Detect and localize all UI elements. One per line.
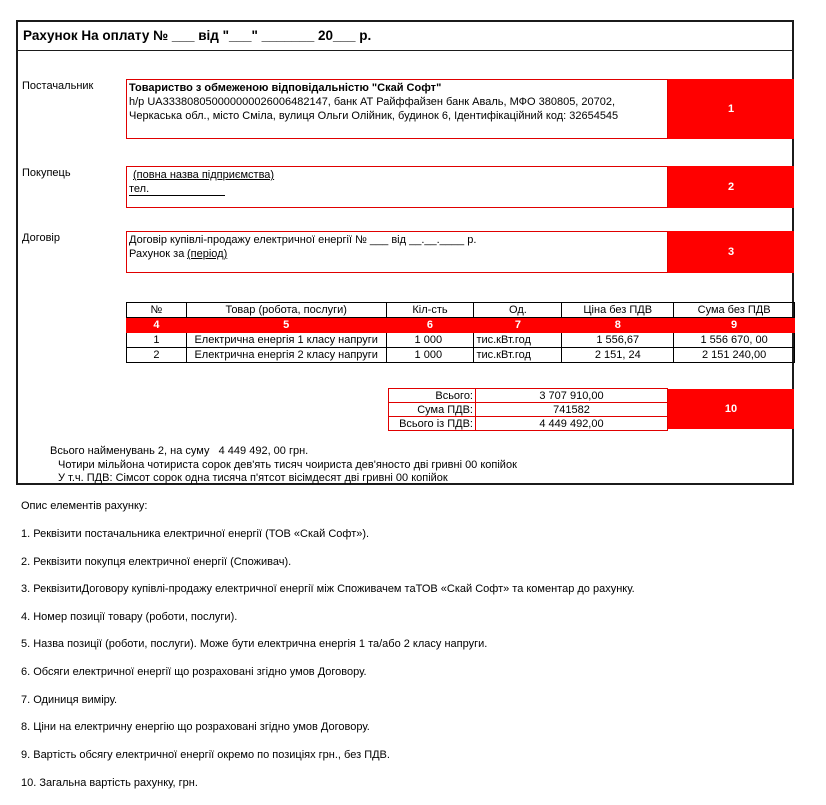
invoice-period-field: (період): [187, 248, 228, 260]
row-price: 2 151, 24: [562, 348, 674, 363]
marker-3: 3: [668, 231, 794, 273]
header-cell: Од.: [474, 303, 562, 318]
description-item: 9. Вартість обсягу електричної енергії окремо по позиціях грн., без ПДВ.: [21, 749, 390, 761]
table-header-row: [127, 303, 795, 318]
vat-value: 741582: [476, 403, 668, 417]
total-vat-label: Всього із ПДВ:: [389, 417, 476, 431]
contract-box: [126, 231, 668, 273]
vat-label: Сума ПДВ:: [389, 403, 476, 417]
row-number: 1: [127, 333, 187, 348]
marker-9: 9: [674, 318, 795, 333]
header-cell: №: [127, 303, 187, 318]
totals-table: [388, 388, 668, 431]
description-item: 2. Реквізити покупця електричної енергії (Споживач).: [21, 556, 292, 568]
marker-4: 4: [127, 318, 187, 333]
row-sum: 2 151 240,00: [674, 348, 795, 363]
invoice-title: Рахунок На оплату № ___ від "___" _______ 20___ р.: [23, 28, 372, 43]
row-quantity: 1 000: [386, 333, 474, 348]
row-product: Електрична енергія 2 класу напруги: [186, 348, 386, 363]
marker-7: 7: [474, 318, 562, 333]
marker-2: 2: [668, 166, 794, 208]
description-heading: Опис елементів рахунку:: [21, 500, 148, 512]
buyer-label: Покупець: [22, 167, 71, 179]
description-item: 3. РеквізитиДоговору купівлі-продажу електричної енергії між Споживачем таТОВ «Скай Софт» та коментар до рахунку.: [21, 583, 635, 595]
total-vat-value: 4 449 492,00: [476, 417, 668, 431]
description-item: 10. Загальна вартість рахунку, грн.: [21, 777, 198, 789]
marker-5: 5: [186, 318, 386, 333]
marker-1: 1: [668, 79, 794, 139]
summary-total: Всього найменувань 2, на суму 4 449 492, 00 грн.: [50, 445, 309, 457]
description-item: 4. Номер позиції товару (роботи, послуги).: [21, 611, 238, 623]
row-product: Електрична енергія 1 класу напруги: [186, 333, 386, 348]
marker-6: 6: [386, 318, 474, 333]
vat-row: [389, 403, 668, 417]
buyer-name-field: (повна назва підприємства): [133, 169, 275, 181]
supplier-address: Черкаська обл., місто Сміла, вулиця Ольги Олійник, будинок 6, Ідентифікаційний код: 32654545: [129, 110, 619, 122]
invoice-period-prefix: Рахунок за: [129, 248, 185, 260]
header-cell: Кіл-сть: [386, 303, 474, 318]
invoice-title-row: [16, 20, 794, 51]
description-item: 1. Реквізити постачальника електричної енергії (ТОВ «Скай Софт»).: [21, 528, 370, 540]
row-price: 1 556,67: [562, 333, 674, 348]
description-item: 7. Одиниця виміру.: [21, 694, 118, 706]
summary-vat-words: У т.ч. ПДВ: Сімсот сорок одна тисяча п'ятсот вісімдесят дві гривні 00 копійок: [58, 472, 448, 484]
header-cell: Ціна без ПДВ: [562, 303, 674, 318]
buyer-box: [126, 166, 668, 208]
supplier-bank: h/p UA333808050000000026006482147, банк АТ Райффайзен банк Аваль, МФО 380805, 20702,: [129, 96, 616, 108]
row-number: 2: [127, 348, 187, 363]
total-value: 3 707 910,00: [476, 389, 668, 403]
table-row: [127, 348, 795, 363]
summary-amount-words: Чотири мільйона чотириста сорок дев'ять тисяч чоириста дев'яносто дві гривні 00 копійок: [58, 459, 517, 471]
supplier-box: [126, 79, 668, 139]
contract-label: Договір: [22, 232, 60, 244]
header-cell: Товар (робота, послуги): [186, 303, 386, 318]
marker-row: [127, 318, 795, 333]
description-item: 6. Обсяги електричної енергії що розраховані згідно умов Договору.: [21, 666, 367, 678]
header-cell: Сума без ПДВ: [674, 303, 795, 318]
total-row: [389, 389, 668, 403]
description-item: 8. Ціни на електричну енергію що розраховані згідно умов Договору.: [21, 721, 370, 733]
marker-10: 10: [668, 389, 794, 429]
row-unit: тис.кВт.год: [474, 333, 562, 348]
supplier-name: Товариство з обмеженою відповідальністю "Скай Софт": [129, 82, 442, 94]
table-row: [127, 333, 795, 348]
row-sum: 1 556 670, 00: [674, 333, 795, 348]
description-item: 5. Назва позиції (роботи, послуги). Може бути електрична енергія 1 та/або 2 класу напруги.: [21, 638, 488, 650]
buyer-phone-field: тел.: [129, 183, 225, 196]
items-table: [126, 302, 795, 363]
total-label: Всього:: [389, 389, 476, 403]
contract-line: Договір купівлі-продажу електричної енергії № ___ від __.__.____ р.: [129, 234, 477, 246]
row-unit: тис.кВт.год: [474, 348, 562, 363]
total-vat-row: [389, 417, 668, 431]
marker-8: 8: [562, 318, 674, 333]
supplier-label: Постачальник: [22, 80, 94, 92]
row-quantity: 1 000: [386, 348, 474, 363]
